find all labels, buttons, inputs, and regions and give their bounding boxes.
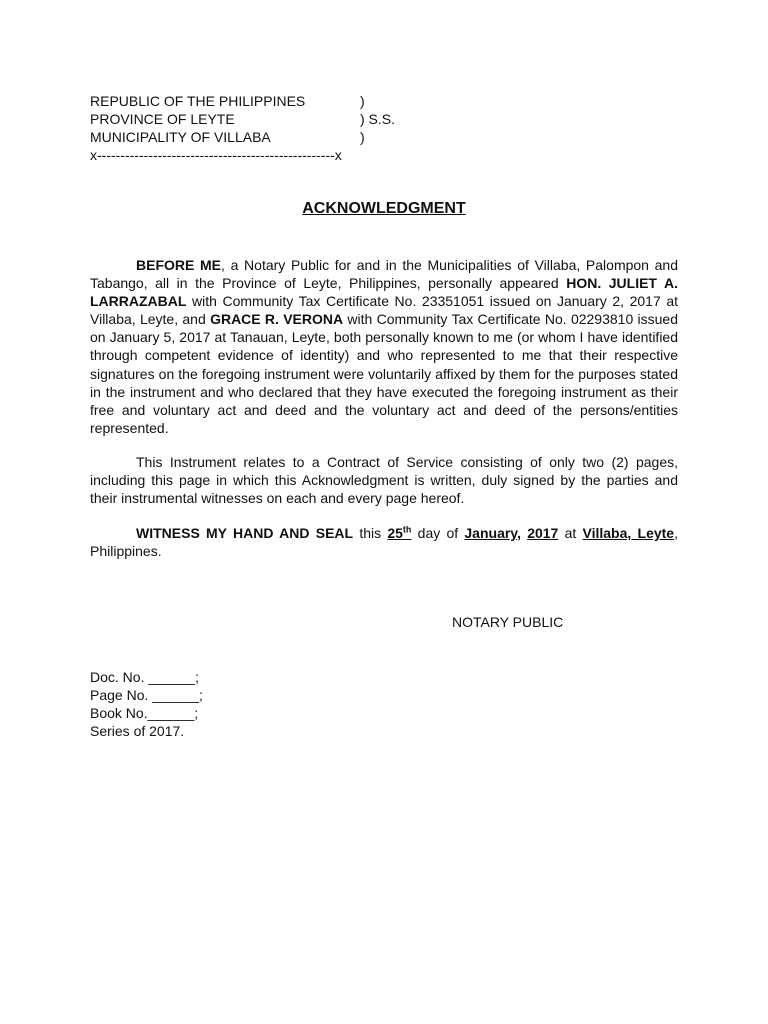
caption-separator: x---------------------------------------------------x (90, 147, 342, 163)
series-year: Series of 2017. (90, 723, 185, 739)
paragraph-before-me (90, 256, 678, 437)
document-title: ACKNOWLEDGMENT (302, 200, 466, 217)
witness-day-number: 25 (387, 525, 403, 541)
paragraph-instrument (90, 453, 678, 507)
witness-text-1: this (353, 525, 388, 541)
witness-text-4: , Philippines. (90, 525, 678, 560)
witness-lead: WITNESS MY HAND AND SEAL (136, 525, 354, 541)
caption-row-municipality (90, 128, 420, 146)
caption-province: PROVINCE OF LEYTE (90, 111, 235, 127)
paragraph-witness (90, 524, 678, 560)
caption-bracket-3: ) (360, 129, 365, 145)
witness-comma: , (517, 525, 521, 541)
paragraph1-text-1: , a Notary Public for and in the Municipalities of Villaba, Palompon and Tabango, all in the Province of Leyte, Philippines, personally appeared (90, 257, 678, 292)
caption-republic: REPUBLIC OF THE PHILIPPINES (90, 93, 306, 109)
party-name-1: HON. JULIET A. LARRAZABAL (90, 275, 678, 310)
notarial-register-info (90, 668, 203, 740)
witness-day (387, 525, 411, 541)
notary-public-label: NOTARY PUBLIC (452, 614, 564, 630)
caption-municipality: MUNICIPALITY OF VILLABA (90, 129, 271, 145)
party-name-2: GRACE R. VERONA (210, 311, 344, 328)
witness-place: Villaba, Leyte (582, 525, 675, 541)
venue-caption (90, 92, 420, 164)
witness-text-2: day of (411, 525, 465, 541)
caption-ss: ) S.S. (360, 111, 396, 127)
caption-row-province (90, 110, 420, 128)
paragraph1-text-3: with Community Tax Certificate No. 02293810 issued on January 5, 2017 at Tanauan, Leyte, both personally known to me (or whom I have identified through competent evidence of identity) and who represented to me that their respective signatures on the foregoing instrument were voluntarily affixed by them for the purposes stated in the instrument and who declared that they have executed the foregoing instrument as their free and voluntary act and deed and the voluntary act and deed of the persons/entities represented. (90, 311, 679, 436)
witness-day-suffix: th (402, 524, 412, 535)
doc-number: Doc. No. ______; (90, 669, 199, 685)
before-me-lead: BEFORE ME (136, 257, 222, 273)
page-number: Page No. ______; (90, 687, 203, 703)
paragraph1-text-2: with Community Tax Certificate No. 23351051 issued on January 2, 2017 at Villaba, Leyte, and (90, 293, 678, 328)
witness-month: January (464, 525, 518, 541)
witness-year: 2017 (527, 525, 559, 541)
caption-bracket-1: ) (360, 93, 365, 109)
caption-row-republic (90, 92, 420, 110)
paragraph2-text: This Instrument relates to a Contract of Service consisting of only two (2) pages, including this page in which this Acknowledgment is written, duly signed by the parties and their instrumental witnesses on each and every page hereof. (90, 454, 678, 507)
book-number: Book No.______; (90, 705, 199, 721)
witness-text-3: at (558, 525, 583, 541)
